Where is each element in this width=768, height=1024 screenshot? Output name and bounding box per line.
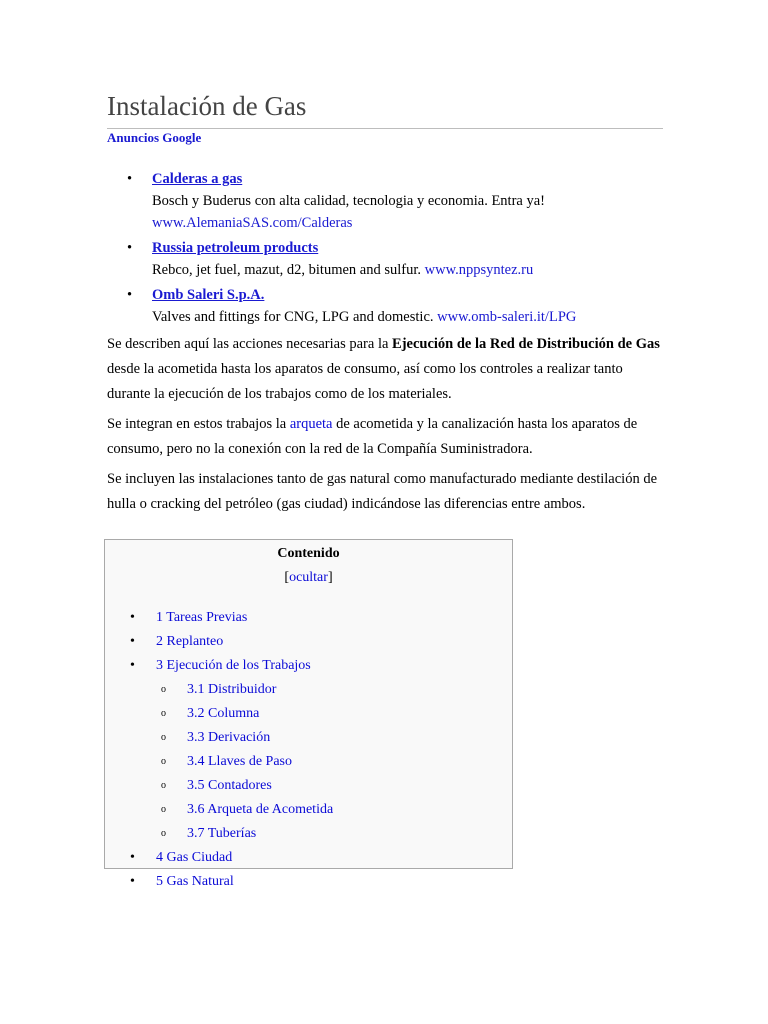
- toc-link[interactable]: 3.4 Llaves de Paso: [187, 754, 292, 769]
- ad-headline-link[interactable]: Omb Saleri S.p.A.: [152, 287, 265, 303]
- toc-link[interactable]: 3 Ejecución de los Trabajos: [156, 658, 311, 673]
- bullet-icon: •: [127, 287, 133, 303]
- bullet-icon: •: [130, 610, 135, 625]
- ads-list: [107, 168, 663, 331]
- bullet-icon: •: [130, 850, 135, 865]
- paragraph-text: de acometida y la canalización hasta los aparatos de consumo, pero no la conexión con la red de la Compañía Suministradora.: [107, 416, 638, 457]
- circle-bullet-icon: o: [161, 732, 166, 743]
- page-title: Instalación de Gas: [107, 91, 307, 121]
- toc-link[interactable]: 3.2 Columna: [187, 706, 260, 721]
- toc-bracket: [: [284, 570, 290, 585]
- paragraph: [107, 467, 663, 517]
- paragraph-text: Se incluyen las instalaciones tanto de gas natural como manufacturado mediante destilación de hulla o cracking del petróleo (gas ciudad) indicándose las diferencias entre ambos.: [107, 471, 658, 512]
- toc-subitem: [105, 750, 512, 774]
- toc-item: [105, 606, 512, 630]
- paragraph-text: desde la acometida hasta los aparatos de consumo, así como los controles a realizar tanto durante la ejecución de los trabajos como de los materiales.: [107, 361, 623, 402]
- circle-bullet-icon: o: [161, 780, 166, 791]
- ads-title[interactable]: Anuncios Google: [107, 130, 202, 145]
- toc-item: [105, 870, 512, 894]
- arqueta-link[interactable]: arqueta: [289, 416, 333, 432]
- toc-link[interactable]: 5 Gas Natural: [156, 874, 234, 889]
- ad-item: [107, 237, 663, 281]
- toc-link[interactable]: 3.3 Derivación: [187, 730, 271, 745]
- toc-subitem: [105, 822, 512, 846]
- ad-headline-link[interactable]: Russia petroleum products: [152, 240, 319, 256]
- table-of-contents: [104, 539, 513, 889]
- ad-url-link[interactable]: www.omb-saleri.it/LPG: [437, 309, 577, 325]
- toc-list: [105, 606, 512, 894]
- toc-subitem: [105, 726, 512, 750]
- toc-link[interactable]: 3.7 Tuberías: [187, 826, 257, 841]
- toc-item: [105, 654, 512, 678]
- toc-subitem: [105, 798, 512, 822]
- toc-subitem: [105, 678, 512, 702]
- toc-link[interactable]: 1 Tareas Previas: [156, 610, 248, 625]
- bullet-icon: •: [130, 874, 135, 889]
- circle-bullet-icon: o: [161, 828, 166, 839]
- circle-bullet-icon: o: [161, 708, 166, 719]
- toc-bracket: ]: [327, 570, 333, 585]
- toc-title: Contenido: [277, 546, 340, 561]
- paragraph: [107, 412, 663, 462]
- paragraph-text: Se integran en estos trabajos la: [107, 416, 290, 432]
- circle-bullet-icon: o: [161, 756, 166, 767]
- toc-link[interactable]: 3.1 Distribuidor: [187, 682, 277, 697]
- toc-subitem: [105, 702, 512, 726]
- ad-description: Bosch y Buderus con alta calidad, tecnologia y economia. Entra ya!: [152, 193, 545, 209]
- toc-link[interactable]: 3.6 Arqueta de Acometida: [187, 802, 334, 817]
- ad-url-link[interactable]: www.nppsyntez.ru: [424, 262, 534, 278]
- toc-item: [105, 630, 512, 654]
- bullet-icon: •: [127, 171, 133, 187]
- ad-item: [107, 168, 663, 234]
- toc-toggle: [105, 568, 512, 588]
- toc-link[interactable]: 2 Replanteo: [156, 634, 224, 649]
- circle-bullet-icon: o: [161, 684, 166, 695]
- paragraph-text: Se describen aquí las acciones necesarias para la: [107, 336, 393, 352]
- toc-subitem: [105, 774, 512, 798]
- ad-description: Rebco, jet fuel, mazut, d2, bitumen and sulfur.: [152, 262, 421, 278]
- toc-link[interactable]: 3.5 Contadores: [187, 778, 272, 793]
- paragraph-bold-text: Ejecución de la Red de Distribución de Gas: [392, 336, 660, 352]
- paragraph: [107, 332, 663, 407]
- ad-headline-link[interactable]: Calderas a gas: [152, 171, 243, 187]
- circle-bullet-icon: o: [161, 804, 166, 815]
- bullet-icon: •: [130, 634, 135, 649]
- toc-hide-link[interactable]: ocultar: [289, 570, 328, 585]
- toc-item: [105, 846, 512, 870]
- bullet-icon: •: [130, 658, 135, 673]
- bullet-icon: •: [127, 240, 133, 256]
- toc-link[interactable]: 4 Gas Ciudad: [156, 850, 233, 865]
- ad-item: [107, 284, 663, 328]
- ad-description: Valves and fittings for CNG, LPG and domestic.: [152, 309, 434, 325]
- ad-url-link[interactable]: www.AlemaniaSAS.com/Calderas: [152, 215, 353, 231]
- article-body: [107, 332, 663, 522]
